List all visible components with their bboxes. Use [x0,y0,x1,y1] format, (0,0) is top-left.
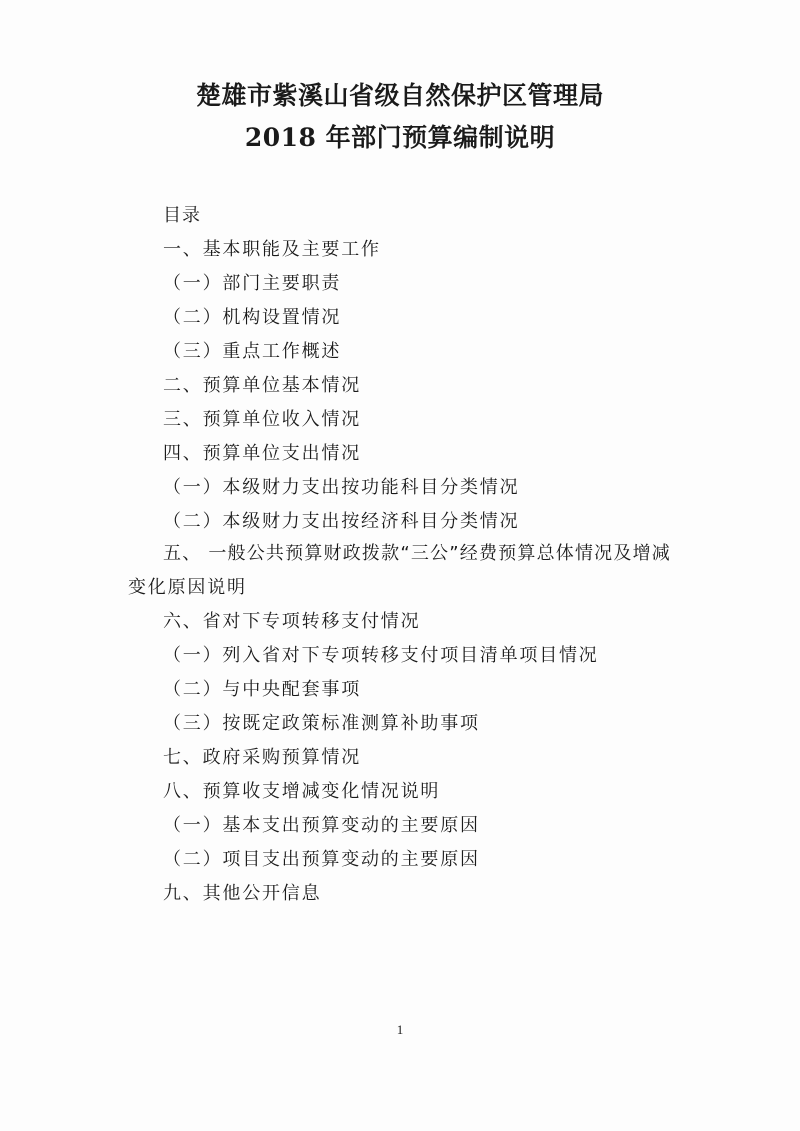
toc-item: 六、省对下专项转移支付情况 [163,611,421,632]
toc-heading: 目录 [163,205,201,226]
toc-item: （二）与中央配套事项 [163,679,361,700]
toc-item: （一）本级财力支出按功能科目分类情况 [163,477,520,498]
document-title-line-1: 楚雄市紫溪山省级自然保护区管理局 [195,81,604,110]
toc-item: 二、预算单位基本情况 [163,375,361,396]
toc-item: 八、预算收支增减变化情况说明 [163,781,441,802]
toc-item: （一）列入省对下专项转移支付项目清单项目情况 [163,645,599,666]
toc-item: （二）机构设置情况 [163,307,342,328]
toc-item: （一）部门主要职责 [163,273,342,294]
page-number: 1 [396,1022,404,1037]
toc-item: （三）按既定政策标准测算补助事项 [163,713,480,734]
toc-item: 七、政府采购预算情况 [163,747,361,768]
toc-item: （三）重点工作概述 [163,341,342,362]
toc-item: 一、基本职能及主要工作 [163,239,381,260]
toc-item: 三、预算单位收入情况 [163,409,361,430]
toc-item: 四、预算单位支出情况 [163,443,361,464]
toc-item: （二）项目支出预算变动的主要原因 [163,849,480,870]
toc-item: 九、其他公开信息 [163,883,322,904]
toc-item-continuation: 变化原因说明 [128,577,247,598]
document-title-line-2: 2018 年部门预算编制说明 [244,123,556,152]
toc-item: （一）基本支出预算变动的主要原因 [163,815,480,836]
toc-item: 五、 一般公共预算财政拨款“三公”经费预算总体情况及增减 [163,543,671,564]
toc-item: （二）本级财力支出按经济科目分类情况 [163,511,520,532]
